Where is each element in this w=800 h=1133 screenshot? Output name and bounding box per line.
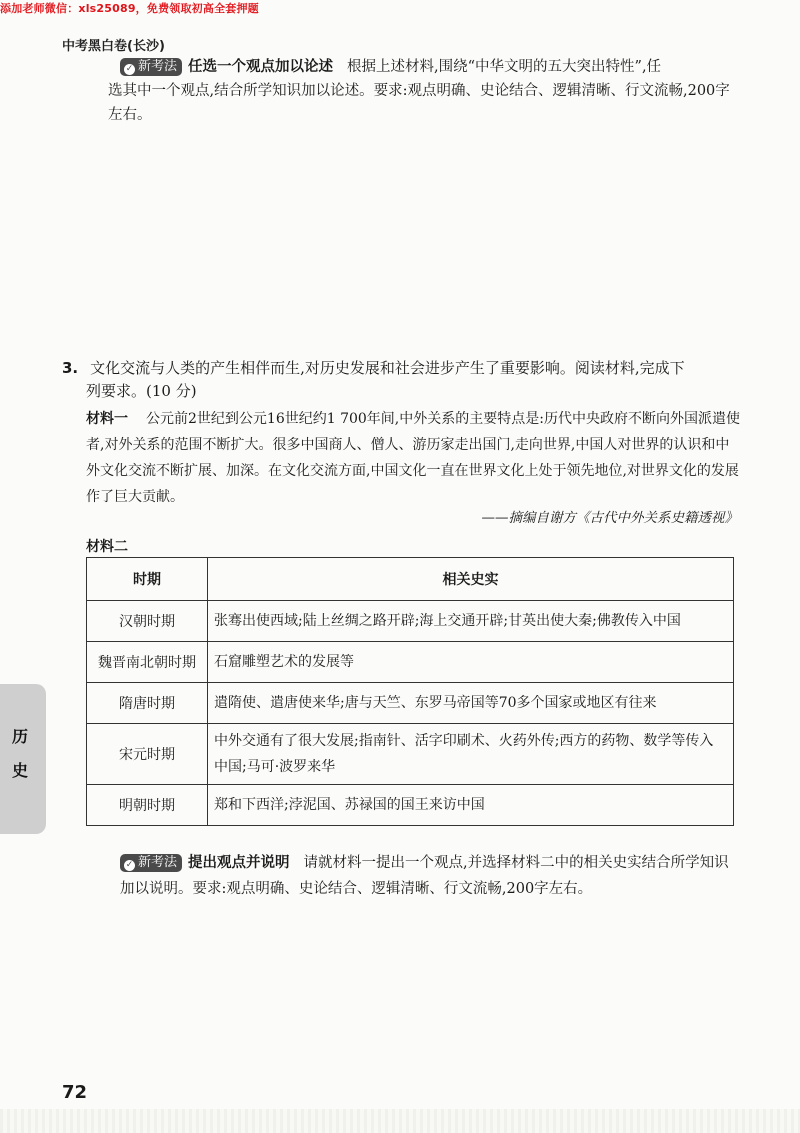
scan-edge-strip	[0, 1109, 800, 1133]
material-1-source: ——摘编自谢方《古代中外关系史籍透视》	[481, 510, 738, 526]
question-stem-line1: 文化交流与人类的产生相伴而生,对历史发展和社会进步产生了重要影响。阅读材料,完成下	[90, 359, 685, 377]
table-header-period: 时期	[87, 558, 208, 601]
badge-label: 新考法	[138, 59, 178, 74]
facts-cell: 张骞出使西域;陆上丝绸之路开辟;海上交通开辟;甘英出使大秦;佛教传入中国	[208, 601, 734, 642]
side-tab-char: 史	[12, 761, 29, 780]
material-1-label: 材料一	[86, 411, 128, 427]
period-cell: 汉朝时期	[87, 601, 208, 642]
facts-cell: 石窟雕塑艺术的发展等	[208, 642, 734, 683]
table-header-row	[87, 558, 734, 601]
table-row	[87, 683, 734, 724]
period-cell: 魏晋南北朝时期	[87, 642, 208, 683]
task-title: 提出观点并说明	[188, 855, 290, 871]
facts-cell: 遣隋使、遣唐使来华;唐与天竺、东罗马帝国等70多个国家或地区有往来	[208, 683, 734, 724]
prompt-title: 任选一个观点加以论述	[188, 59, 334, 75]
lightbulb-icon: ✓	[125, 860, 134, 870]
table-row	[87, 601, 734, 642]
material-2-label: 材料二	[86, 539, 128, 555]
page-number: 72	[62, 1082, 88, 1103]
watermark: 添加老师微信：xls25089，免费领取初高全套押题	[0, 2, 259, 15]
question-1-prompt	[108, 55, 740, 127]
table-row	[87, 724, 734, 785]
new-method-badge	[120, 854, 182, 872]
lightbulb-icon: ✓	[125, 64, 134, 74]
question-3-stem	[62, 356, 742, 380]
badge-label: 新考法	[138, 855, 178, 870]
facts-cell: 中外交通有了很大发展;指南针、活字印刷术、火药外传;西方的药物、数学等传入中国;马可·波罗来华	[208, 724, 734, 785]
question-number: 3.	[62, 359, 79, 377]
task-text: 请就材料一提出一个观点,并选择材料二中的相关史实结合所学知识加以说明。要求:观点明确、史论结合、逻辑清晰、行文流畅,200字左右。	[120, 855, 729, 897]
subject-side-tab	[0, 684, 46, 834]
history-facts-table	[86, 557, 734, 826]
table-header-facts: 相关史实	[208, 558, 734, 601]
question-3-task	[120, 850, 740, 902]
material-1-text: 公元前2世纪到公元16世纪约1 700年间,中外关系的主要特点是:历代中央政府不断向外国派遣使者,对外关系的范围不断扩大。很多中国商人、僧人、游历家走出国门,走向世界,中国人对世界的认识和中外文化交流不断扩展、加深。在文化交流方面,中国文化一直在世界文化上处于领先地位,对世界文化的发展作了巨大贡献。	[86, 411, 740, 505]
page-header-title: 中考黑白卷(长沙)	[62, 39, 165, 54]
table-row	[87, 785, 734, 826]
period-cell: 隋唐时期	[87, 683, 208, 724]
question-stem-line2: 列要求。(10 分)	[86, 382, 197, 400]
facts-cell: 郑和下西洋;浡泥国、苏禄国的国王来访中国	[208, 785, 734, 826]
new-method-badge	[120, 58, 182, 76]
table-row	[87, 642, 734, 683]
period-cell: 宋元时期	[87, 724, 208, 785]
prompt-text-line1: 根据上述材料,围绕“中华文明的五大突出特性”,任	[347, 59, 662, 75]
material-1	[86, 406, 740, 510]
side-tab-char: 历	[12, 727, 29, 746]
period-cell: 明朝时期	[87, 785, 208, 826]
prompt-text-rest: 选其中一个观点,结合所学知识加以论述。要求:观点明确、史论结合、逻辑清晰、行文流畅,200字左右。	[108, 83, 730, 123]
